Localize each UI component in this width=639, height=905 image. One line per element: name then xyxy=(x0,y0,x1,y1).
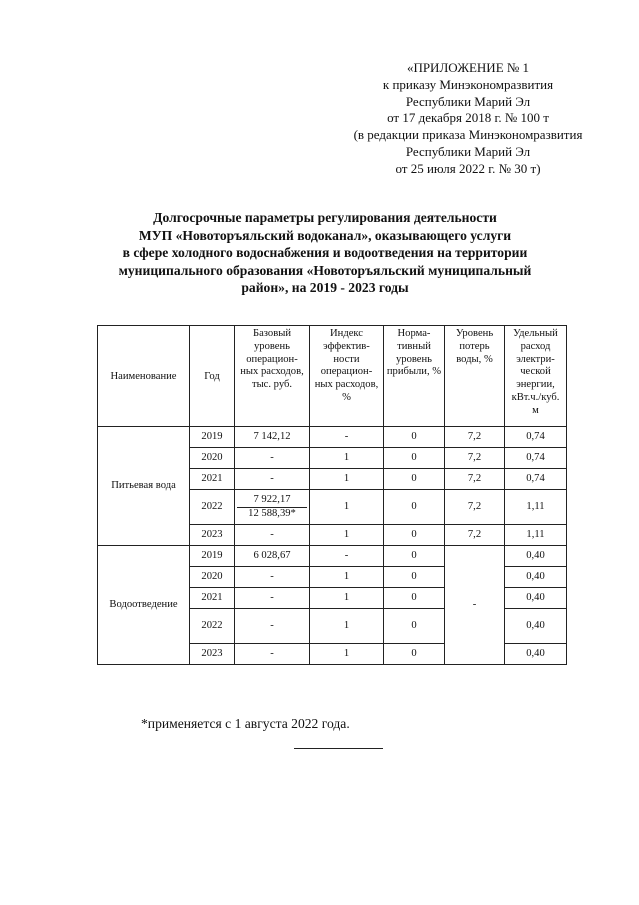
cell-index: - xyxy=(310,427,384,448)
cell-year: 2019 xyxy=(190,427,235,448)
cell-profit: 0 xyxy=(384,427,445,448)
cell-energy: 0,74 xyxy=(505,427,567,448)
title-line: муниципального образования «Новоторъяльский муниципальный xyxy=(118,262,532,278)
cell-energy: 1,11 xyxy=(505,490,567,525)
cell-year: 2021 xyxy=(190,469,235,490)
group-name-wastewater: Водоотведение xyxy=(98,546,190,665)
cell-profit: 0 xyxy=(384,546,445,567)
appendix-line: от 25 июля 2022 г. № 30 т) xyxy=(395,160,541,176)
header-efficiency-index: Индекс эффектив- ности операцион- ных расходов, % xyxy=(310,326,384,427)
cell-index: 1 xyxy=(310,469,384,490)
cell-base: - xyxy=(235,567,310,588)
cell-profit: 0 xyxy=(384,567,445,588)
appendix-header xyxy=(318,60,618,178)
cell-loss: 7,2 xyxy=(445,448,505,469)
header-base-costs: Базовый уровень операцион- ных расходов, тыс. руб. xyxy=(235,326,310,427)
cell-index: 1 xyxy=(310,525,384,546)
cell-energy: 0,40 xyxy=(505,546,567,567)
closing-rule-divider xyxy=(294,748,383,749)
cell-index: - xyxy=(310,546,384,567)
cell-base: - xyxy=(235,525,310,546)
document-title xyxy=(90,209,560,297)
footnote: *применяется с 1 августа 2022 года. xyxy=(141,716,350,731)
cell-index: 1 xyxy=(310,567,384,588)
cell-base: - xyxy=(235,448,310,469)
cell-energy: 0,40 xyxy=(505,588,567,609)
cell-year: 2019 xyxy=(190,546,235,567)
title-line: в сфере холодного водоснабжения и водоотведения на территории xyxy=(122,245,528,260)
cell-profit: 0 xyxy=(384,448,445,469)
cell-loss: 7,2 xyxy=(445,469,505,490)
cell-year: 2020 xyxy=(190,448,235,469)
cell-index: 1 xyxy=(310,490,384,525)
table-row xyxy=(98,546,567,567)
header-profit-level: Норма- тивный уровень прибыли, % xyxy=(384,326,445,427)
appendix-line: Республики Марий Эл xyxy=(405,143,531,159)
cell-index: 1 xyxy=(310,588,384,609)
cell-energy: 0,74 xyxy=(505,469,567,490)
cell-loss-merged: - xyxy=(445,546,505,665)
cell-base-value: 7 922,17 xyxy=(237,494,307,508)
table-header-row xyxy=(98,326,567,427)
appendix-line: от 17 декабря 2018 г. № 100 т xyxy=(387,110,549,126)
cell-profit: 0 xyxy=(384,644,445,665)
header-name: Наименование xyxy=(98,326,190,427)
title-line: район», на 2019 - 2023 годы xyxy=(241,280,409,295)
cell-year: 2023 xyxy=(190,525,235,546)
cell-year: 2022 xyxy=(190,490,235,525)
cell-year: 2022 xyxy=(190,609,235,644)
table-row xyxy=(98,427,567,448)
header-water-loss: Уровень потерь воды, % xyxy=(445,326,505,427)
header-year: Год xyxy=(190,326,235,427)
cell-energy: 0,40 xyxy=(505,644,567,665)
cell-energy: 0,40 xyxy=(505,609,567,644)
cell-base: - xyxy=(235,469,310,490)
cell-base: - xyxy=(235,644,310,665)
appendix-line: к приказу Минэкономразвития xyxy=(382,76,554,92)
cell-base xyxy=(235,490,310,525)
title-line: МУП «Новоторъяльский водоканал», оказывающего услуги xyxy=(138,227,512,243)
appendix-line: Республики Марий Эл xyxy=(405,93,531,109)
cell-loss: 7,2 xyxy=(445,525,505,546)
cell-profit: 0 xyxy=(384,609,445,644)
cell-index: 1 xyxy=(310,448,384,469)
cell-index: 1 xyxy=(310,609,384,644)
cell-base: - xyxy=(235,609,310,644)
cell-base: 6 028,67 xyxy=(235,546,310,567)
cell-energy: 0,40 xyxy=(505,567,567,588)
title-line: Долгосрочные параметры регулирования деятельности xyxy=(153,210,497,225)
cell-year: 2021 xyxy=(190,588,235,609)
cell-energy: 1,11 xyxy=(505,525,567,546)
appendix-line: «ПРИЛОЖЕНИЕ № 1 xyxy=(406,60,530,75)
cell-energy: 0,74 xyxy=(505,448,567,469)
cell-profit: 0 xyxy=(384,525,445,546)
appendix-line: (в редакции приказа Минэкономразвития xyxy=(353,127,583,143)
cell-profit: 0 xyxy=(384,588,445,609)
cell-base-alt-value: 12 588,39* xyxy=(248,507,296,519)
cell-year: 2020 xyxy=(190,567,235,588)
cell-profit: 0 xyxy=(384,490,445,525)
group-name-drinking-water: Питьевая вода xyxy=(98,427,190,546)
cell-profit: 0 xyxy=(384,469,445,490)
cell-loss: 7,2 xyxy=(445,427,505,448)
cell-index: 1 xyxy=(310,644,384,665)
parameters-table xyxy=(97,325,567,665)
cell-loss: 7,2 xyxy=(445,490,505,525)
cell-base: 7 142,12 xyxy=(235,427,310,448)
cell-year: 2023 xyxy=(190,644,235,665)
cell-base: - xyxy=(235,588,310,609)
header-energy-consumption: Удельный расход электри- ческой энергии, кВт.ч./куб. м xyxy=(505,326,567,427)
